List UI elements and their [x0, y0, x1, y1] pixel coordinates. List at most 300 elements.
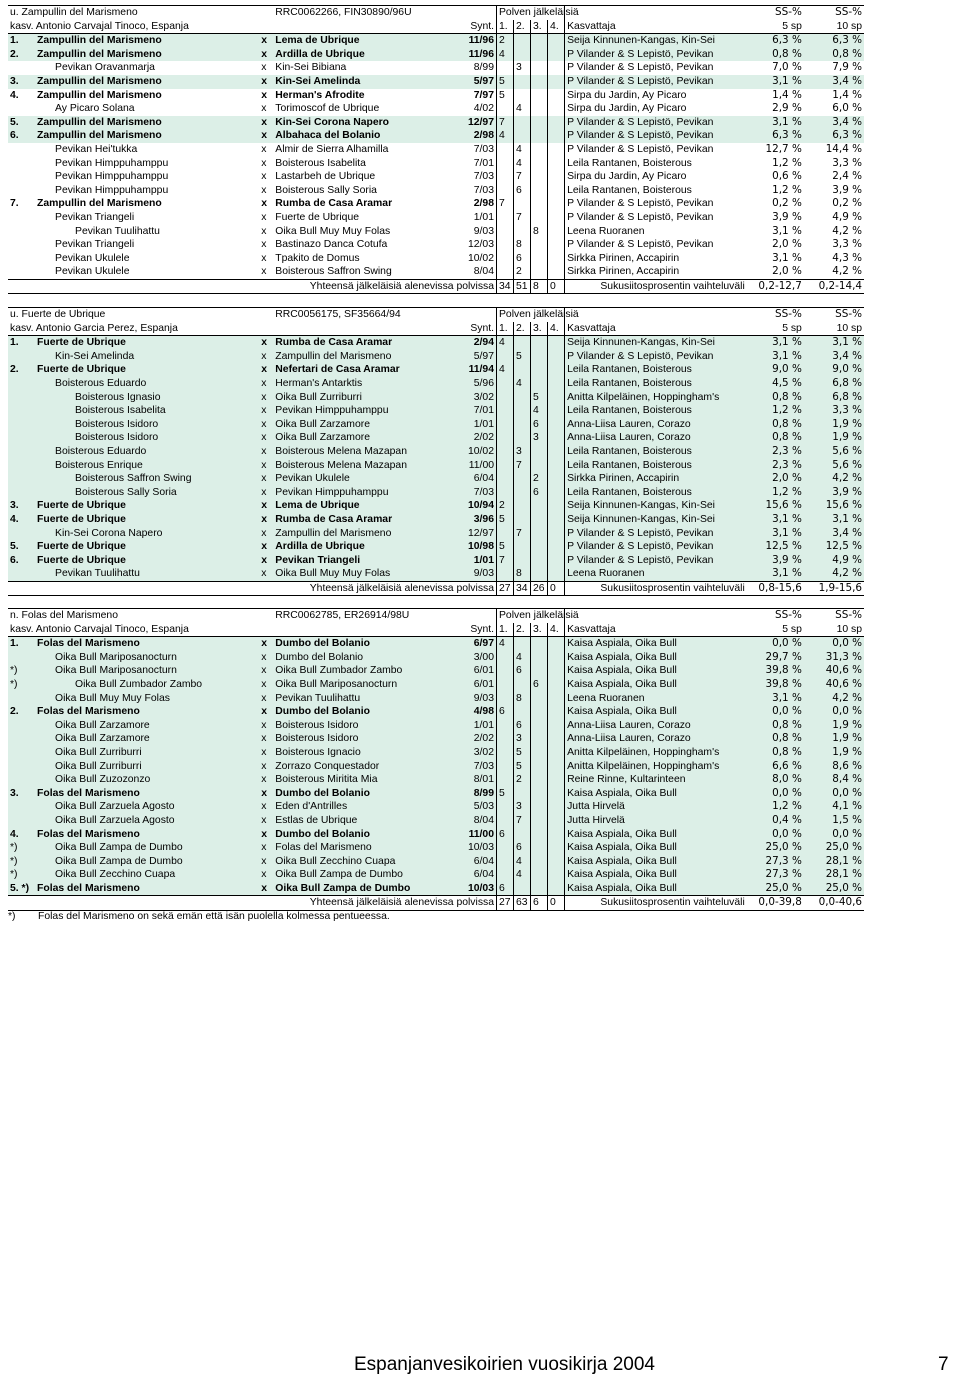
cross-mark: x	[261, 89, 268, 101]
ss-10: 3,9 %	[832, 183, 862, 196]
gen-2-count	[514, 540, 531, 554]
litter-number	[8, 418, 35, 432]
total-gen-1: 27	[497, 581, 514, 596]
parent-b: Boisterous Saffron Swing	[275, 266, 392, 278]
parent-a: Zampullin del Marismeno	[35, 116, 259, 130]
birth-date: 10/02	[439, 252, 496, 266]
parent-a: Fuerte de Ubrique	[35, 554, 259, 568]
ss-10: 0,0 %	[804, 637, 864, 651]
gen-4-count	[548, 787, 565, 801]
ss-10: 4,2 %	[804, 692, 864, 706]
cross-mark: x	[259, 404, 273, 418]
parent-b: Estlas de Ubrique	[273, 814, 439, 828]
gen-4-label: 4.	[548, 20, 565, 34]
total-label: Yhteensä jälkeläisiä alenevissa polvissa	[8, 279, 497, 294]
gen-2-count: 3	[514, 732, 531, 746]
cross-mark: x	[259, 787, 273, 801]
parent-b: Pevikan Himppuhamppu	[273, 404, 439, 418]
gen-2-count	[514, 48, 531, 62]
birth-date: 5/97	[439, 350, 496, 364]
gen-1-count	[497, 350, 514, 364]
breeder-cell: P Vilander & S Lepistö, Pevikan	[565, 48, 747, 62]
parent-b: Herman's Antarktis	[273, 377, 439, 391]
cross-mark: x	[261, 198, 268, 210]
birth-date: 6/01	[439, 664, 496, 678]
parent-b: Lastarbeh de Ubrique	[275, 171, 376, 183]
ss-5: 12,7 %	[765, 142, 802, 155]
birth-date: 3/02	[439, 391, 496, 405]
gen-1-count	[497, 868, 514, 882]
breeder-cell: Kaisa Aspiala, Oika Bull	[565, 841, 747, 855]
table-row	[8, 773, 864, 787]
parent-b: Dumbo del Bolanio	[273, 637, 439, 651]
gen-1-count	[497, 692, 514, 706]
total-gen-3: 26	[531, 581, 548, 596]
birth-date: 7/03	[439, 143, 496, 157]
parent-b: Kin-Sei Corona Napero	[273, 116, 439, 130]
parent-b: Kin-Sei Amelinda	[273, 75, 439, 89]
sp5-label: 5 sp	[747, 322, 804, 336]
gen-1-count	[497, 445, 514, 459]
cross-mark: x	[259, 760, 273, 774]
gen-1-count: 7	[497, 197, 514, 211]
ss-10: 1,9 %	[804, 746, 864, 760]
breeder-name: kasv. Antonio Garcia Perez, Espanja	[8, 322, 439, 336]
birth-date: 1/01	[439, 554, 496, 568]
gen-1-count	[497, 157, 514, 171]
parent-a: Zampullin del Marismeno	[35, 75, 259, 89]
ss-5: 3,1 %	[772, 251, 802, 264]
table-row	[8, 800, 864, 814]
ss-5: 3,1 %	[747, 116, 804, 130]
table-row	[8, 732, 864, 746]
birth-date: 11/96	[439, 34, 496, 48]
cross-mark: x	[261, 211, 267, 223]
ss-5: 3,1 %	[747, 75, 804, 89]
parent-a: Boisterous Eduardo	[35, 445, 259, 459]
ss-10: 28,1 %	[804, 855, 864, 869]
parent-a: Oika Bull Zampa de Dumbo	[35, 841, 259, 855]
table-row	[8, 841, 864, 855]
spacer-cell	[565, 609, 747, 623]
birth-date: 12/97	[439, 116, 496, 130]
gen-3-count	[531, 800, 548, 814]
ss-5: 0,8 %	[747, 391, 804, 405]
gen-2-count	[514, 554, 531, 568]
breeder-name: kasv. Antonio Carvajal Tinoco, Espanja	[8, 623, 439, 637]
gen-4-count	[548, 651, 565, 665]
ss-10: 4,2 %	[804, 472, 864, 486]
litter-number: 7.	[10, 198, 19, 210]
sire-name: u. Zampullin del Marismeno	[8, 6, 273, 20]
cross-mark: x	[259, 363, 273, 377]
gen-3-count	[531, 211, 548, 225]
ss-5: 3,1 %	[747, 567, 804, 581]
parent-b: Rumba de Casa Aramar	[273, 336, 439, 350]
cross-mark: x	[259, 678, 273, 692]
birth-date: 9/03	[439, 567, 496, 581]
ss-header-10: SS-%	[804, 609, 864, 623]
parent-a: Pevikan Triangeli	[55, 211, 135, 223]
gen-1-count	[497, 746, 514, 760]
ss-5: 2,3 %	[747, 459, 804, 473]
breeder-cell: Kaisa Aspiala, Oika Bull	[565, 678, 747, 692]
parent-a: Folas del Marismeno	[35, 637, 259, 651]
breeder-cell: Kaisa Aspiala, Oika Bull	[565, 664, 747, 678]
gen-2-count	[514, 486, 531, 500]
gen-3-count	[531, 746, 548, 760]
gen-3-count: 5	[531, 391, 548, 405]
gen-2-count: 7	[514, 814, 531, 828]
gen-4-count	[548, 499, 565, 513]
birth-date: 8/99	[439, 787, 496, 801]
gen-3-count: 4	[531, 404, 548, 418]
gen-2-count	[514, 513, 531, 527]
parent-a: Pevikan Oravanmarja	[55, 62, 155, 74]
parent-b: Rumba de Casa Aramar	[273, 513, 439, 527]
gen-2-count: 8	[514, 567, 531, 581]
parent-b: Oika Bull Zampa de Dumbo	[273, 868, 439, 882]
table-row	[8, 418, 864, 432]
gen-3-count	[531, 143, 548, 157]
breeder-cell: Jutta Hirvelä	[565, 800, 747, 814]
parent-b: Ardilla de Ubrique	[273, 48, 439, 62]
gen-1-count: 4	[497, 129, 514, 143]
ss-10: 3,3 %	[832, 238, 862, 251]
birth-date: 3/96	[439, 513, 496, 527]
gen-2-count	[514, 828, 531, 842]
gen-4-count	[548, 664, 565, 678]
gen-1-count	[497, 841, 514, 855]
spacer-cell	[439, 308, 496, 322]
parent-b: Dumbo del Bolanio	[273, 651, 439, 665]
gen-2-count: 4	[514, 868, 531, 882]
ss-5: 0,0 %	[747, 705, 804, 719]
gen-4-count	[548, 157, 565, 171]
birth-date: 6/01	[439, 678, 496, 692]
gen-4-count	[548, 567, 565, 581]
breeder-cell: Anitta Kilpeläinen, Hoppingham's	[565, 391, 747, 405]
ss-header-10: SS-%	[804, 6, 864, 20]
ss-5: 25,0 %	[747, 882, 804, 896]
parent-b: Boisterous Ignacio	[273, 746, 439, 760]
table-row	[8, 197, 864, 211]
subheader-row	[8, 20, 864, 34]
ss-5: 3,1 %	[747, 527, 804, 541]
cross-mark: x	[259, 527, 273, 541]
birth-date: 7/03	[439, 170, 496, 184]
parent-a: Ay Picaro Solana	[55, 103, 135, 115]
gen-4-count	[548, 760, 565, 774]
gen-4-count	[548, 238, 565, 252]
gen-3-count: 8	[531, 225, 548, 239]
ss-5: 1,2 %	[747, 800, 804, 814]
parent-b: Bastinazo Danca Cotufa	[275, 239, 388, 251]
parent-b: Nefertari de Casa Aramar	[273, 363, 439, 377]
gen-1-count: 5	[497, 75, 514, 89]
ss-5: 8,0 %	[747, 773, 804, 787]
gen-2-count	[514, 787, 531, 801]
parent-a: Pevikan Ukulele	[55, 266, 130, 278]
birth-date: 5/97	[439, 75, 496, 89]
ss-10: 1,9 %	[804, 732, 864, 746]
gen-4-count	[548, 129, 565, 143]
ss-5: 2,3 %	[747, 445, 804, 459]
gen-3-count: 3	[531, 431, 548, 445]
ss-10: 12,5 %	[804, 540, 864, 554]
birth-date: 5/03	[439, 800, 496, 814]
cross-mark: x	[259, 651, 273, 665]
birth-date: 12/03	[439, 238, 496, 252]
litter-number: 5.	[8, 540, 35, 554]
gen-1-count	[497, 567, 514, 581]
table-row	[8, 157, 864, 171]
litter-number	[8, 719, 35, 733]
cross-mark: x	[259, 48, 273, 62]
gen-3-count	[531, 445, 548, 459]
table-row	[8, 637, 864, 651]
ss-header-10: SS-%	[804, 308, 864, 322]
table-row	[8, 75, 864, 89]
ss-5: 6,3 %	[747, 34, 804, 48]
litter-number	[8, 732, 35, 746]
gen-2-count: 6	[514, 184, 531, 198]
gen-3-count	[531, 882, 548, 896]
gen-3-count	[531, 75, 548, 89]
breeder-cell: Leena Ruoranen	[565, 567, 747, 581]
ss-5: 0,8 %	[747, 719, 804, 733]
litter-number: *)	[8, 841, 35, 855]
gen-2-count	[514, 129, 531, 143]
cross-mark: x	[261, 157, 267, 169]
gen-3-count	[531, 34, 548, 48]
table-row	[8, 567, 864, 581]
parent-a: Zampullin del Marismeno	[35, 129, 259, 143]
pedigree-table	[8, 608, 864, 911]
parent-b: Oika Bull Zurriburri	[273, 391, 439, 405]
parent-b: Boisterous Sally Soria	[275, 184, 377, 196]
breeder-name: kasv. Antonio Carvajal Tinoco, Espanja	[8, 20, 439, 34]
parent-a: Kin-Sei Corona Napero	[35, 527, 259, 541]
gen-4-count	[548, 197, 565, 211]
ss-10: 5,6 %	[804, 445, 864, 459]
kasvattaja-label: Kasvattaja	[565, 20, 747, 34]
table-row	[8, 350, 864, 364]
breeder-cell: P Vilander & S Lepistö, Pevikan	[565, 540, 747, 554]
gen-1-count	[497, 760, 514, 774]
gen-3-count	[531, 459, 548, 473]
total-gen-1: 27	[497, 896, 514, 911]
ss-10: 8,6 %	[804, 760, 864, 774]
parent-b: Pevikan Himppuhamppu	[273, 486, 439, 500]
gen-3-count	[531, 814, 548, 828]
gen-3-count: 6	[531, 486, 548, 500]
ss-10: 4,3 %	[832, 251, 862, 264]
ss-10: 3,4 %	[804, 75, 864, 89]
ss-5: 4,5 %	[747, 377, 804, 391]
breeder-cell: Seija Kinnunen-Kangas, Kin-Sei	[565, 34, 747, 48]
sp5-label: 5 sp	[747, 623, 804, 637]
parent-a: Oika Bull Zarzamore	[35, 732, 259, 746]
sire-name: n. Folas del Marismeno	[8, 609, 273, 623]
breeder-cell: Sirpa du Jardin, Ay Picaro	[567, 103, 687, 115]
birth-date: 9/03	[439, 225, 496, 239]
breeder-cell: P Vilander & S Lepistö, Pevikan	[567, 62, 714, 74]
gen-1-count: 5	[497, 787, 514, 801]
gen-3-count	[531, 855, 548, 869]
litter-number: 3.	[8, 499, 35, 513]
gen-2-count: 6	[514, 719, 531, 733]
table-row	[8, 692, 864, 706]
litter-number	[8, 184, 35, 198]
breeder-cell: Kaisa Aspiala, Oika Bull	[565, 828, 747, 842]
parent-b: Ardilla de Ubrique	[273, 540, 439, 554]
gen-3-count	[531, 252, 548, 266]
ss-5: 3,1 %	[772, 224, 802, 237]
cross-mark: x	[259, 116, 273, 130]
ss-5: 2,9 %	[772, 102, 802, 115]
ss-5: 0,8 %	[747, 48, 804, 62]
gen-3-count	[531, 651, 548, 665]
gen-2-count: 3	[514, 61, 531, 75]
parent-a: Oika Bull Zurriburri	[35, 746, 259, 760]
parent-a: Pevikan Hei'tukka	[55, 143, 138, 155]
gen-2-count: 4	[514, 651, 531, 665]
gen-4-count	[548, 773, 565, 787]
birth-date: 2/98	[439, 129, 496, 143]
gen-4-count	[548, 184, 565, 198]
litter-number	[8, 404, 35, 418]
table-row	[8, 129, 864, 143]
footer-title: Espanjanvesikoirien vuosikirja 2004	[354, 1354, 656, 1375]
breeder-cell: Kaisa Aspiala, Oika Bull	[565, 855, 747, 869]
table-row	[8, 855, 864, 869]
cross-mark: x	[259, 637, 273, 651]
gen-4-count	[548, 350, 565, 364]
gen-1-count	[497, 527, 514, 541]
gen-4-count	[548, 841, 565, 855]
gen-4-count	[548, 252, 565, 266]
ss-10: 7,9 %	[832, 61, 862, 74]
ss-5: 9,0 %	[747, 363, 804, 377]
parent-a: Folas del Marismeno	[35, 705, 259, 719]
gen-2-count: 7	[514, 211, 531, 225]
gen-1-count	[497, 265, 514, 279]
cross-mark: x	[259, 855, 273, 869]
breeder-cell: Leila Rantanen, Boisterous	[565, 459, 747, 473]
parent-a: Fuerte de Ubrique	[35, 499, 259, 513]
ss-10: 1,5 %	[804, 814, 864, 828]
range-5: 0,2-12,7	[747, 279, 804, 294]
litter-number	[8, 800, 35, 814]
gen-2-count: 5	[514, 746, 531, 760]
gen-4-count	[548, 637, 565, 651]
litter-number	[8, 760, 35, 774]
gen-2-count	[514, 391, 531, 405]
breeder-cell: Anna-Liisa Lauren, Corazo	[565, 431, 747, 445]
birth-date: 10/02	[439, 445, 496, 459]
litter-number	[8, 431, 35, 445]
pedigree-table	[8, 307, 864, 596]
table-row	[8, 540, 864, 554]
gen-4-count	[548, 800, 565, 814]
gen-1-count	[497, 102, 514, 116]
total-gen-2: 34	[514, 581, 531, 596]
gen-2-count	[514, 75, 531, 89]
table-row	[8, 211, 864, 225]
spacer-cell	[565, 6, 747, 20]
footnote-mark: *)	[8, 911, 16, 922]
gen-4-count	[548, 692, 565, 706]
gen-1-count: 6	[497, 882, 514, 896]
birth-date: 6/04	[439, 868, 496, 882]
table-row	[8, 170, 864, 184]
breeder-cell: P Vilander & S Lepistö, Pevikan	[565, 129, 747, 143]
gen-2-label: 2.	[514, 20, 531, 34]
gen-4-count	[548, 486, 565, 500]
gen-2-count	[514, 363, 531, 377]
parent-b: Zampullin del Marismeno	[273, 527, 439, 541]
polven-label: Polven jälkeläisiä	[497, 6, 565, 20]
total-gen-4: 0	[548, 896, 565, 911]
page-number: 7	[938, 1354, 949, 1375]
litter-number	[8, 238, 35, 252]
gen-1-count: 4	[497, 363, 514, 377]
gen-4-count	[548, 445, 565, 459]
spacer-cell	[439, 609, 496, 623]
gen-1-count	[497, 773, 514, 787]
gen-2-count: 6	[514, 252, 531, 266]
range-label: Sukusiitosprosentin vaihteluväli	[565, 581, 747, 596]
table-row	[8, 814, 864, 828]
gen-4-count	[548, 404, 565, 418]
gen-4-count	[548, 170, 565, 184]
gen-1-count	[497, 855, 514, 869]
breeder-cell: P Vilander & S Lepistö, Pevikan	[565, 554, 747, 568]
gen-2-count	[514, 197, 531, 211]
breeder-cell: Kaisa Aspiala, Oika Bull	[565, 651, 747, 665]
ss-10: 1,9 %	[804, 418, 864, 432]
litter-number: *)	[8, 855, 35, 869]
litter-number: 5. *)	[8, 882, 35, 896]
parent-b: Dumbo del Bolanio	[273, 787, 439, 801]
parent-a: Boisterous Isidoro	[35, 431, 259, 445]
range-label: Sukusiitosprosentin vaihteluväli	[565, 279, 747, 294]
registration-number: RRC0062266, FIN30890/96U	[273, 6, 439, 20]
table-row	[8, 116, 864, 130]
gen-3-count	[531, 350, 548, 364]
table-row	[8, 89, 864, 103]
ss-5: 27,3 %	[747, 868, 804, 882]
litter-number: 2.	[8, 705, 35, 719]
synt-label: Synt.	[439, 623, 496, 637]
gen-3-count	[531, 692, 548, 706]
range-10: 0,2-14,4	[804, 279, 864, 294]
gen-1-count	[497, 732, 514, 746]
table-row	[8, 61, 864, 75]
cross-mark: x	[259, 499, 273, 513]
gen-1-count	[497, 678, 514, 692]
litter-number: *)	[8, 868, 35, 882]
gen-4-count	[548, 732, 565, 746]
breeder-cell: Kaisa Aspiala, Oika Bull	[565, 637, 747, 651]
gen-2-count	[514, 431, 531, 445]
kasvattaja-label: Kasvattaja	[565, 623, 747, 637]
ss-5: 0,8 %	[747, 732, 804, 746]
cross-mark: x	[259, 486, 273, 500]
parent-a: Oika Bull Zuzozonzo	[35, 773, 259, 787]
birth-date: 6/97	[439, 637, 496, 651]
